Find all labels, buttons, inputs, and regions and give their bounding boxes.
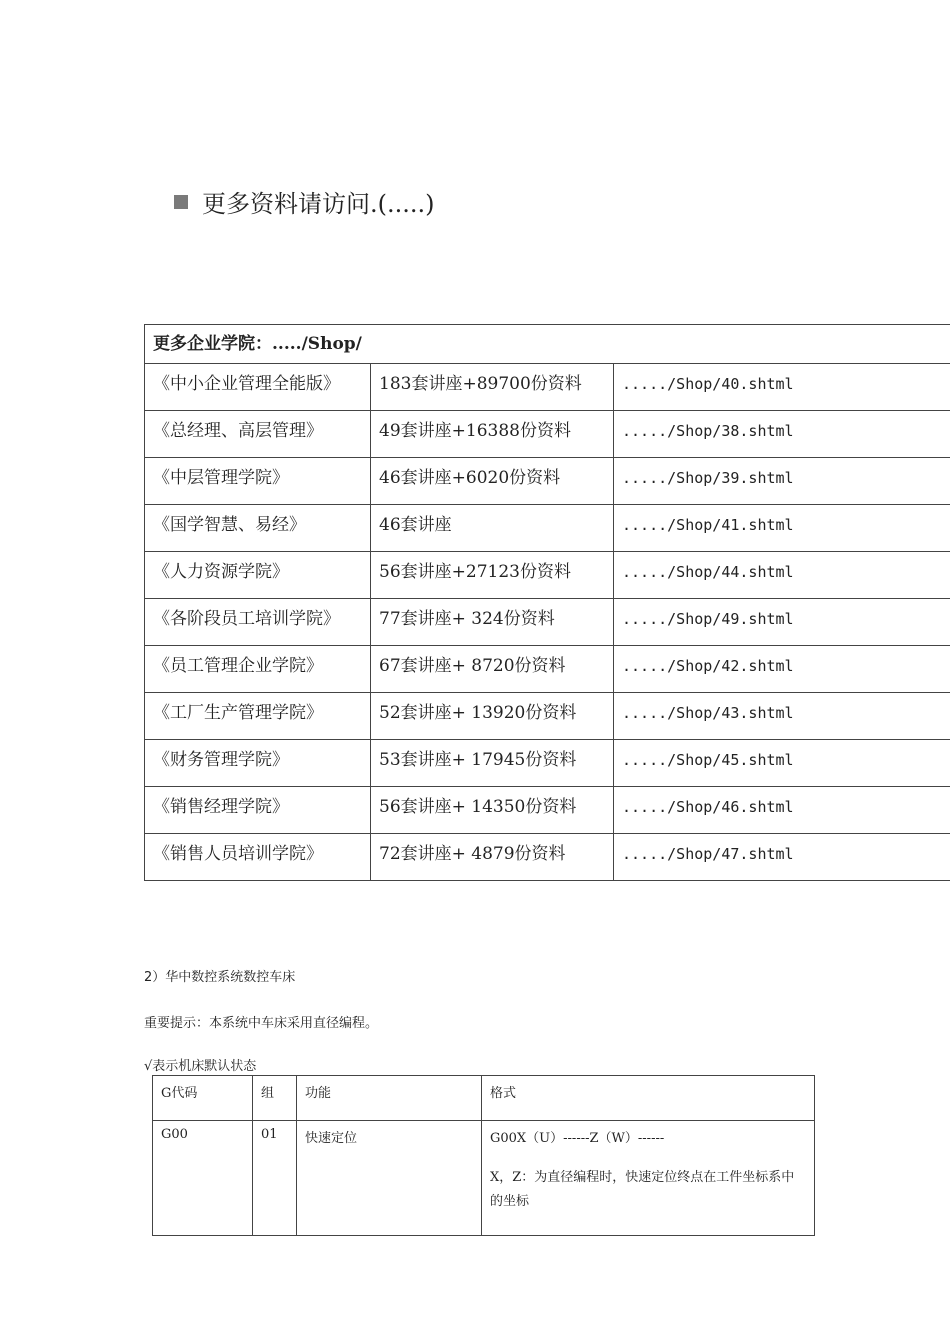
course-url[interactable]: ...../Shop/41.shtml	[614, 505, 950, 552]
table-row	[145, 505, 950, 552]
table-row	[145, 458, 950, 505]
course-name: 《销售人员培训学院》	[145, 834, 371, 881]
table-row	[145, 646, 950, 693]
course-url[interactable]: ...../Shop/38.shtml	[614, 411, 950, 458]
course-desc: 53套讲座+ 17945份资料	[371, 740, 614, 787]
gcode-header-func: 功能	[297, 1076, 482, 1121]
table-row	[145, 740, 950, 787]
course-desc: 77套讲座+ 324份资料	[371, 599, 614, 646]
course-desc: 67套讲座+ 8720份资料	[371, 646, 614, 693]
course-desc: 183套讲座+89700份资料	[371, 364, 614, 411]
course-desc: 46套讲座+6020份资料	[371, 458, 614, 505]
table-row	[145, 834, 950, 881]
default-note: √表示机床默认状态	[144, 1059, 257, 1074]
gcode-func: 快速定位	[297, 1121, 482, 1236]
table-row	[145, 411, 950, 458]
gcode-table	[152, 1075, 815, 1236]
course-name: 《国学智慧、易经》	[145, 505, 371, 552]
course-name: 《销售经理学院》	[145, 787, 371, 834]
shop-table	[144, 324, 950, 881]
gcode-group: 01	[253, 1121, 297, 1236]
table-row	[145, 364, 950, 411]
table-row	[145, 693, 950, 740]
table-row	[145, 787, 950, 834]
course-name: 《各阶段员工培训学院》	[145, 599, 371, 646]
gcode-code: G00	[153, 1121, 253, 1236]
course-url[interactable]: ...../Shop/43.shtml	[614, 693, 950, 740]
course-name: 《工厂生产管理学院》	[145, 693, 371, 740]
course-url[interactable]: ...../Shop/44.shtml	[614, 552, 950, 599]
bullet-text: 更多资料请访问.(.....)	[202, 190, 435, 218]
course-desc: 56套讲座+ 14350份资料	[371, 787, 614, 834]
course-desc: 72套讲座+ 4879份资料	[371, 834, 614, 881]
course-url[interactable]: ...../Shop/47.shtml	[614, 834, 950, 881]
course-url[interactable]: ...../Shop/40.shtml	[614, 364, 950, 411]
gcode-format: G00X（U）------Z（W）------	[490, 1131, 665, 1146]
gcode-header-row	[153, 1076, 815, 1121]
course-name: 《员工管理企业学院》	[145, 646, 371, 693]
course-desc: 46套讲座	[371, 505, 614, 552]
gcode-header-format: 格式	[482, 1076, 815, 1121]
course-url[interactable]: ...../Shop/45.shtml	[614, 740, 950, 787]
course-name: 《中层管理学院》	[145, 458, 371, 505]
course-url[interactable]: ...../Shop/39.shtml	[614, 458, 950, 505]
bullet-line	[174, 184, 435, 219]
notice-text: 重要提示：本系统中车床采用直径编程。	[144, 1016, 379, 1031]
section-title: 2）华中数控系统数控车床	[144, 970, 296, 985]
gcode-format-cell	[482, 1121, 815, 1236]
course-desc: 52套讲座+ 13920份资料	[371, 693, 614, 740]
table-row	[145, 599, 950, 646]
square-bullet-icon	[174, 195, 188, 209]
table-row	[145, 552, 950, 599]
gcode-format-desc: X，Z：为直径编程时，快速定位终点在工件坐标系中的坐标	[490, 1170, 795, 1209]
course-name: 《中小企业管理全能版》	[145, 364, 371, 411]
course-name: 《总经理、高层管理》	[145, 411, 371, 458]
course-desc: 49套讲座+16388份资料	[371, 411, 614, 458]
shop-table-header: 更多企业学院：...../Shop/	[145, 325, 950, 364]
gcode-header-code: G代码	[153, 1076, 253, 1121]
course-name: 《人力资源学院》	[145, 552, 371, 599]
course-url[interactable]: ...../Shop/42.shtml	[614, 646, 950, 693]
course-name: 《财务管理学院》	[145, 740, 371, 787]
course-url[interactable]: ...../Shop/49.shtml	[614, 599, 950, 646]
gcode-header-group: 组	[253, 1076, 297, 1121]
course-desc: 56套讲座+27123份资料	[371, 552, 614, 599]
table-row	[153, 1121, 815, 1236]
course-url[interactable]: ...../Shop/46.shtml	[614, 787, 950, 834]
